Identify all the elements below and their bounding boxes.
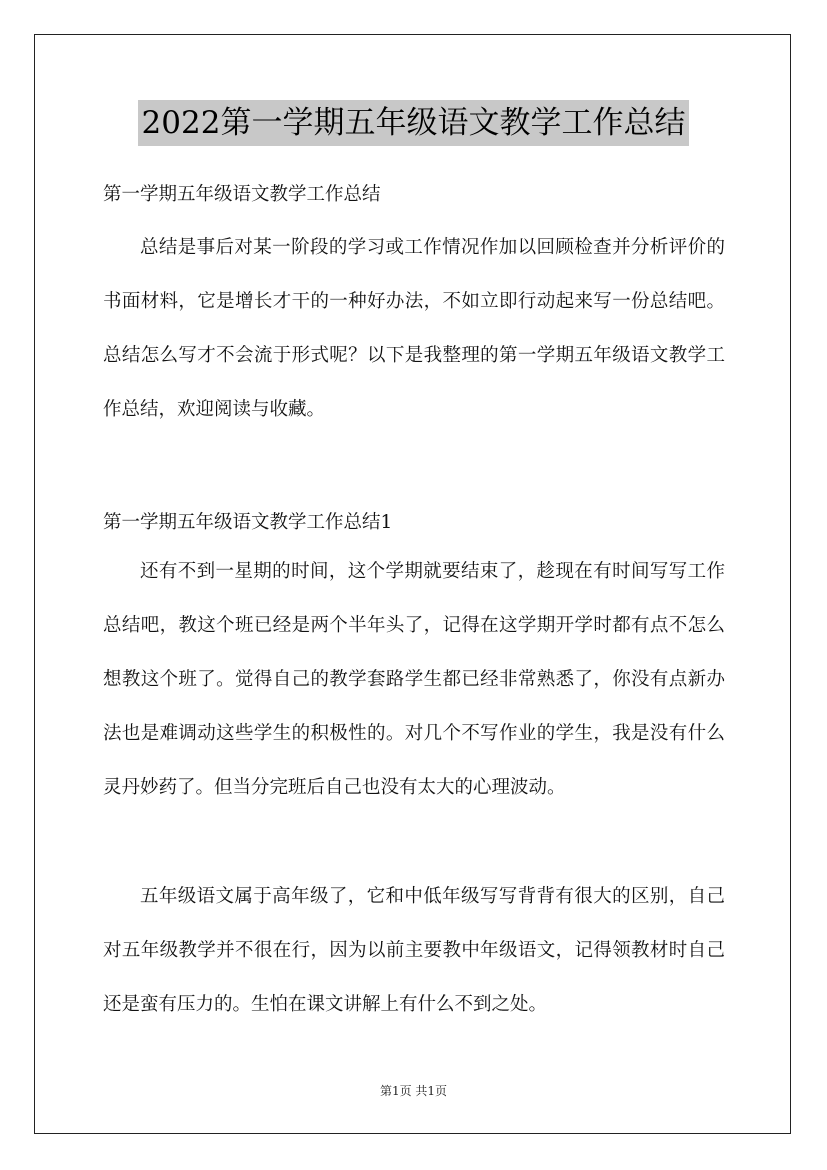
section1-paragraph-2: 五年级语文属于高年级了，它和中低年级写写背背有很大的区别，自己对五年级教学并不很在行，因为以前主要教中年级语文，记得领教材时自己还是蛮有压力的。生怕在课文讲解上有什么不到之处。 bbox=[103, 886, 725, 1015]
page-footer: 第1页 共1页 bbox=[379, 1084, 448, 1098]
section-heading-1: 第一学期五年级语文教学工作总结1 bbox=[103, 512, 393, 533]
title-container bbox=[0, 100, 827, 146]
intro-paragraph: 总结是事后对某一阶段的学习或工作情况作加以回顾检查并分析评价的书面材料，它是增长才干的一种好办法，不如立即行动起来写一份总结吧。总结怎么写才不会流于形式呢？以下是我整理的第一学期五年级语文教学工作总结，欢迎阅读与收藏。 bbox=[103, 237, 725, 420]
document-subtitle: 第一学期五年级语文教学工作总结 bbox=[103, 184, 381, 205]
document-title: 2022第一学期五年级语文教学工作总结 bbox=[138, 100, 690, 146]
section1-paragraph-1: 还有不到一星期的时间，这个学期就要结束了，趁现在有时间写写工作总结吧，教这个班已经是两个半年头了，记得在这学期开学时都有点不怎么想教这个班了。觉得自己的教学套路学生都已经非常熟悉了，你没有点新办法也是难调动这些学生的积极性的。对几个不写作业的学生，我是没有什么灵丹妙药了。但当分完班后自己也没有太大的心理波动。 bbox=[103, 561, 725, 798]
